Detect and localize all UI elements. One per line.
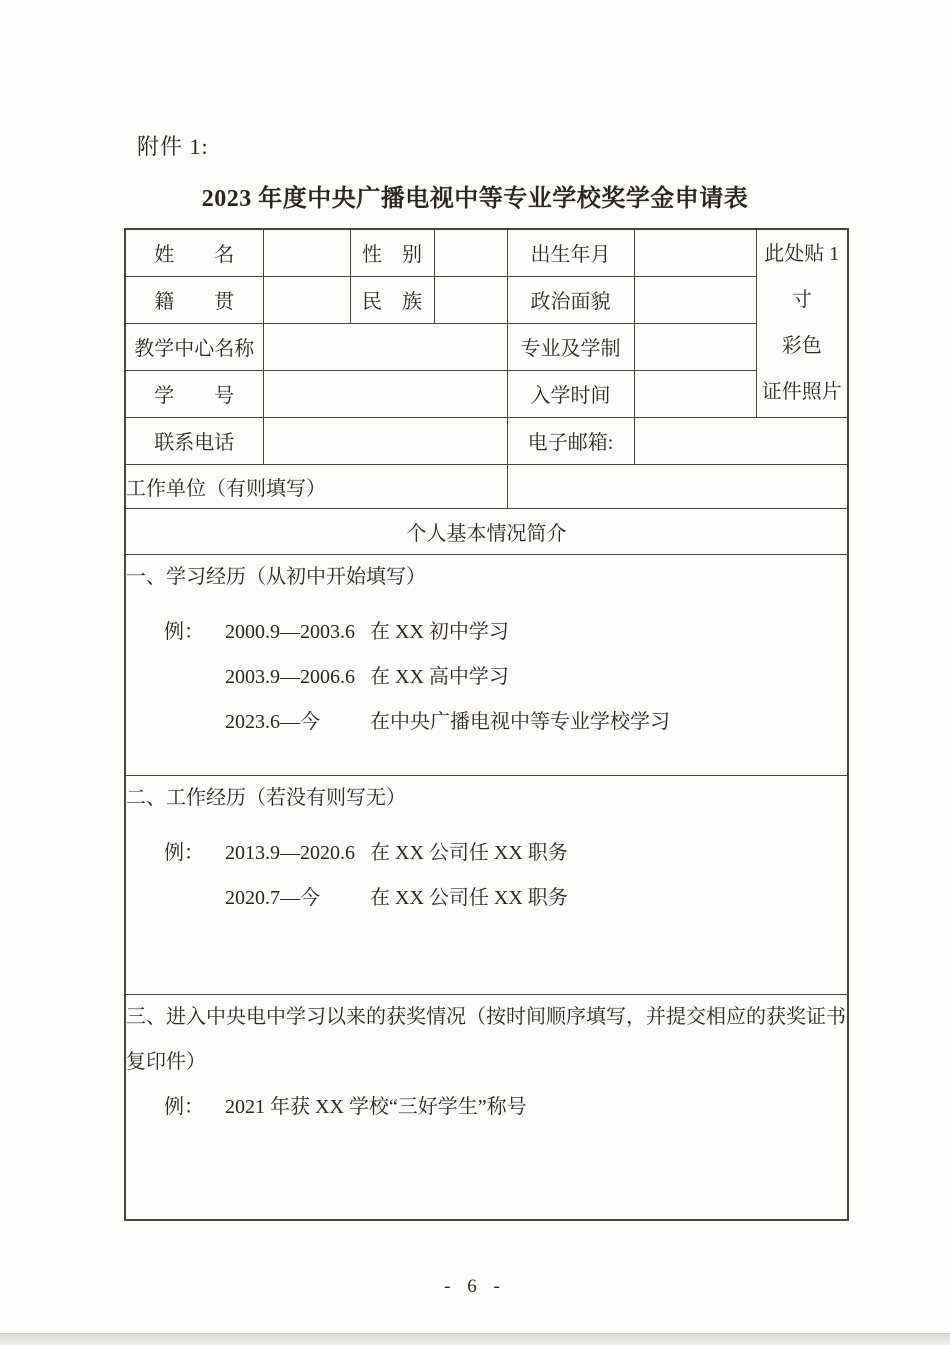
table-row bbox=[125, 508, 848, 554]
example-description: 在 XX 初中学习 bbox=[370, 620, 509, 643]
table-row bbox=[125, 229, 848, 276]
phone-value-cell bbox=[263, 417, 507, 464]
example-row bbox=[126, 610, 847, 655]
profile-section-header: 个人基本情况简介 bbox=[125, 508, 848, 554]
example-row bbox=[126, 655, 847, 700]
email-label: 电子邮箱: bbox=[507, 417, 634, 464]
example-prefix: 例： bbox=[164, 841, 204, 864]
example-row bbox=[126, 1085, 847, 1130]
birth-date-label: 出生年月 bbox=[507, 229, 634, 276]
teaching-center-value-cell bbox=[263, 323, 507, 370]
scan-edge-shadow bbox=[0, 1333, 950, 1345]
attachment-label: 附件 1: bbox=[137, 134, 209, 159]
example-period: 2003.9—2006.6 bbox=[225, 665, 355, 688]
table-row bbox=[125, 554, 848, 775]
enrollment-date-label: 入学时间 bbox=[507, 370, 634, 417]
example-description: 在 XX 高中学习 bbox=[370, 665, 509, 688]
photo-instruction-line: 此处贴 1 寸 bbox=[764, 243, 840, 312]
document-title: 2023 年度中央广播电视中等专业学校奖学金申请表 bbox=[201, 186, 749, 212]
ethnicity-value-cell bbox=[434, 276, 507, 323]
section-study-history bbox=[125, 554, 848, 775]
gender-label: 性 别 bbox=[350, 229, 434, 276]
application-form-table bbox=[124, 228, 849, 1221]
native-place-value-cell bbox=[263, 276, 350, 323]
table-row bbox=[125, 276, 848, 323]
table-row bbox=[125, 464, 848, 508]
table-row bbox=[125, 370, 848, 417]
section-awards bbox=[125, 994, 848, 1220]
example-row bbox=[126, 876, 847, 921]
example-period: 2023.6—今 bbox=[225, 710, 320, 733]
student-id-value-cell bbox=[263, 370, 507, 417]
native-place-label: 籍 贯 bbox=[125, 276, 263, 323]
section-heading: 一、学习经历（从初中开始填写） bbox=[126, 565, 426, 588]
name-value-cell bbox=[263, 229, 350, 276]
example-prefix: 例： bbox=[164, 1095, 204, 1118]
example-prefix: 例： bbox=[164, 620, 204, 643]
example-period: 2013.9—2020.6 bbox=[225, 841, 355, 864]
phone-label: 联系电话 bbox=[125, 417, 263, 464]
example-description: 在 XX 公司任 XX 职务 bbox=[370, 841, 568, 864]
example-description: 在中央广播电视中等专业学校学习 bbox=[370, 710, 670, 733]
gender-value-cell bbox=[434, 229, 507, 276]
photo-placeholder-cell bbox=[756, 229, 848, 417]
example-row bbox=[126, 700, 847, 745]
teaching-center-label: 教学中心名称 bbox=[125, 323, 263, 370]
work-unit-label: 工作单位（有则填写） bbox=[125, 464, 507, 508]
table-row bbox=[125, 417, 848, 464]
section-work-history bbox=[125, 775, 848, 994]
example-period: 2020.7—今 bbox=[225, 886, 320, 909]
table-row bbox=[125, 775, 848, 994]
political-status-label: 政治面貌 bbox=[507, 276, 634, 323]
section-heading: 三、进入中央电中学习以来的获奖情况（按时间顺序填写，并提交相应的获奖证书复印件） bbox=[126, 1005, 846, 1073]
photo-instruction-line: 彩色 bbox=[781, 335, 822, 358]
example-period: 2000.9—2003.6 bbox=[225, 620, 355, 643]
ethnicity-label: 民 族 bbox=[350, 276, 434, 323]
major-value-cell bbox=[634, 323, 756, 370]
section-heading: 二、工作经历（若没有则写无） bbox=[126, 786, 406, 809]
page-number: - 6 - bbox=[444, 1276, 506, 1297]
name-label: 姓 名 bbox=[125, 229, 263, 276]
example-description: 在 XX 公司任 XX 职务 bbox=[370, 886, 568, 909]
example-description: 2021 年获 XX 学校“三好学生”称号 bbox=[225, 1095, 527, 1118]
work-unit-value-cell bbox=[507, 464, 848, 508]
political-status-value-cell bbox=[634, 276, 756, 323]
student-id-label: 学 号 bbox=[125, 370, 263, 417]
example-row bbox=[126, 831, 847, 876]
table-row bbox=[125, 323, 848, 370]
photo-instruction-line: 证件照片 bbox=[761, 381, 842, 404]
major-label: 专业及学制 bbox=[507, 323, 634, 370]
enrollment-date-value-cell bbox=[634, 370, 756, 417]
birth-date-value-cell bbox=[634, 229, 756, 276]
table-row bbox=[125, 994, 848, 1220]
email-value-cell bbox=[634, 417, 848, 464]
